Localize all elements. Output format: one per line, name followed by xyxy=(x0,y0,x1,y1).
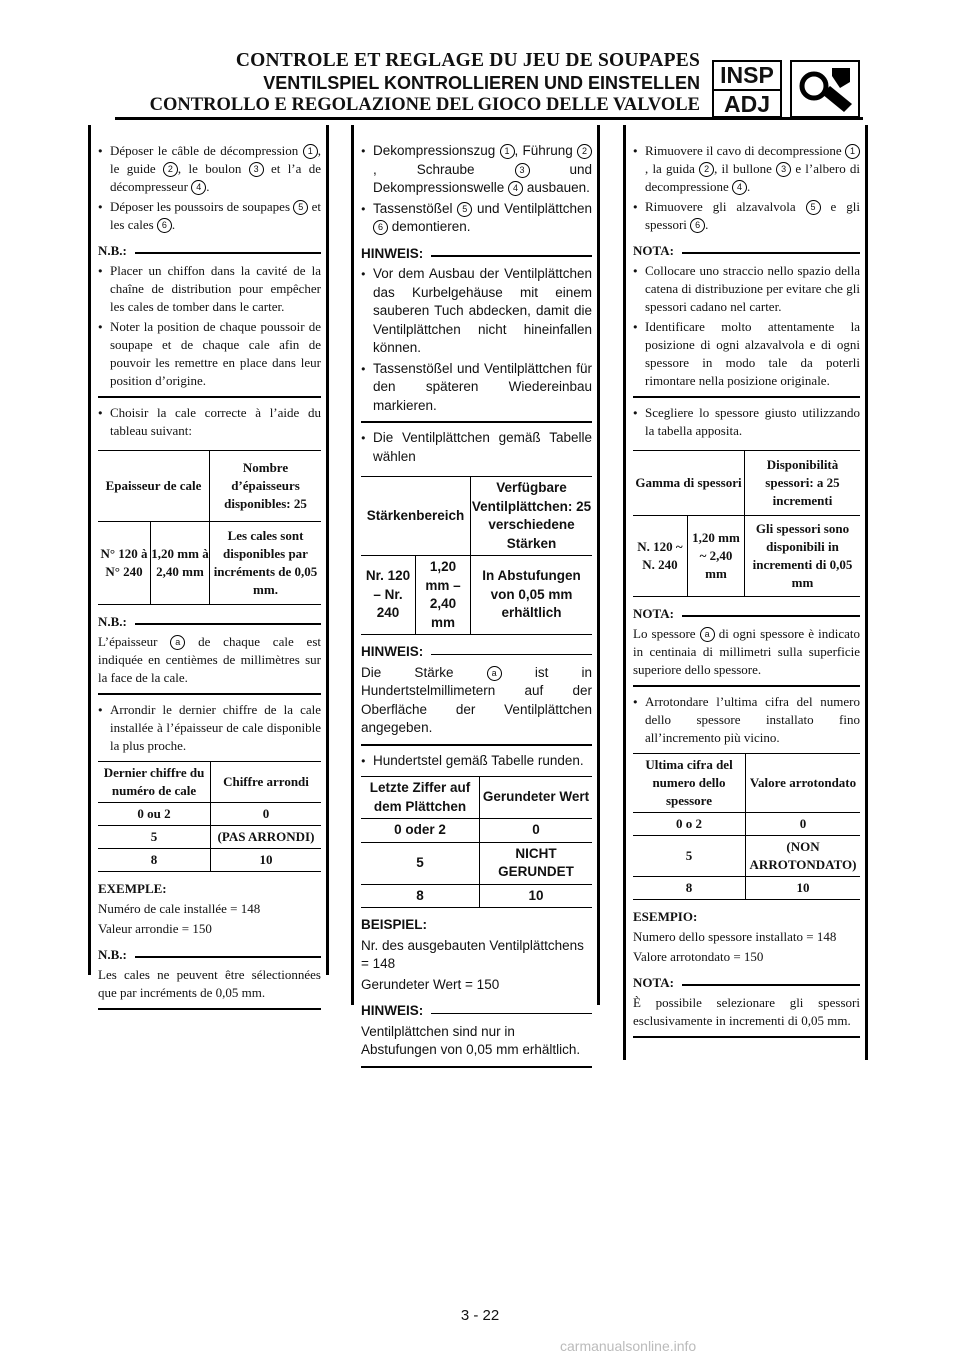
de-note-label: HINWEIS: xyxy=(361,245,592,264)
column-de: ● Dekompressionszug 1 , Führung 2, Schraube 3 und Dekompressionswelle 4 ausbauen. ● Tassenstößel 5 und Ventilplättchen 6 demontieren. HINWEIS: ● Vor dem Ausbau der Ventilplättchen das Kurbelgehäuse mit einem sauberen Tuch abdecken, damit die Ventilplättchen nicht hineinfallen können. ● Tassenstößel und Ventilplättchen für den späteren Wiedereinbau markieren. ● Die Ventilplättchen gemäß Tabelle wählen Stärkenbereich Verfügbare Ventilplättchen: 25 verschiedene Stärken Nr. 120 – Nr. 240 1,20 mm – 2,40 mm In Abstufungen von 0,05 mm erhältlich HINWEIS: Die Stärke a ist in Hundertstelmillimetern auf der Oberfläche der Ventilplättchen angegeben. ● Hundertstel gemäß Tabelle runden. Letzte Ziffer auf dem Plättchen Gerundeter Wert 0 oder 2 0 5 NICHT GERUNDET 8 10 BEISPIEL: Nr. des ausgebauten Ventilplättchens = 148 Gerundeter Wert = 150 HINWEIS: Ventilplättchen sind nur in Abstufungen von 0,05 mm erhältlich. xyxy=(361,140,592,1074)
it-example-1: Numero dello spessore installato = 148 xyxy=(633,929,837,944)
it-example-2: Valore arrotondato = 150 xyxy=(633,949,764,964)
it-note-4: È possibile selezionare gli spessori esclusivamente in incrementi di 0,05 mm. xyxy=(633,995,860,1028)
header-rule xyxy=(115,117,863,120)
badge-adj: ADJ xyxy=(723,91,770,117)
de-note-2: ● Tassenstößel und Ventilplättchen für den späteren Wiedereinbau markieren. xyxy=(361,360,592,416)
it-note-2: ● Identificare molto attentamente la posizione di ogni alzavalvola e di ogni spessore in modo tale da poterli rimontare nella posizione originale. xyxy=(633,318,860,390)
title-fr: CONTROLE ET REGLAGE DU JEU DE SOUPAPES xyxy=(235,50,700,71)
de-note-1: ● Vor dem Ausbau der Ventilplättchen das Kurbelgehäuse mit einem sauberen Tuch abdecken, damit die Ventilplättchen nicht hineinfallen können. xyxy=(361,265,592,358)
fr-rounding-table: Dernier chiffre du numéro de cale Chiffre arrondi 0 ou 2 0 5 (PAS ARRONDI) 8 10 xyxy=(98,761,321,872)
title-it: CONTROLLO E REGOLAZIONE DEL GIOCO DELLE VALVOLE xyxy=(149,95,700,115)
col-rule-de-left xyxy=(351,125,354,1005)
fr-note-3: L’épaisseur a de chaque cale est indiquée en centièmes de millimètres sur la face de la cale. xyxy=(98,634,321,685)
fr-note-4: Les cales ne peuvent être sélectionnées que par incréments de 0,05 mm. xyxy=(98,967,321,1000)
de-step-3: ● Die Ventilplättchen gemäß Tabelle wählen xyxy=(361,429,592,466)
it-rounding-table: Ultima cifra del numero dello spessore Valore arrotondato 0 o 2 0 5 (NON ARROTONDATO) 8 10 xyxy=(633,753,860,900)
col-rule-it-left xyxy=(623,125,626,1060)
de-step-2: ● Tassenstößel 5 und Ventilplättchen 6 demontieren. xyxy=(361,200,592,237)
wrench-icon xyxy=(790,60,860,118)
title-de: VENTILSPIEL KONTROLLIEREN UND EINSTELLEN xyxy=(263,73,700,93)
de-note-3: Die Stärke a ist in Hundertstelmillimetern auf der Oberfläche der Ventilplättchen angegeben. xyxy=(361,664,593,735)
fr-step-3: ● Choisir la cale correcte à l’aide du tableau suivant: xyxy=(98,404,321,440)
de-rounding-table: Letzte Ziffer auf dem Plättchen Gerundeter Wert 0 oder 2 0 5 NICHT GERUNDET 8 10 xyxy=(361,776,592,908)
column-it: ● Rimuovere il cavo di decompressione 1, la guida 2 , il bullone 3 e l’albero di decompressione 4 . ● Rimuovere gli alzavalvola 5 e gli spessori 6 . NOTA: ● Collocare uno straccio nello spazio della catena di distribuzione per evitare che gli spessori cadano nel carter. ● Identificare molto attentamente la posizione di ogni alzavalvola e di ogni spessore in modo tale da poterli rimontare nella posizione originale. ● Scegliere lo spessore giusto utilizzando la tabella apposita. Gamma di spessori Disponibilità spessori: a 25 incrementi N. 120 ~ N. 240 1,20 mm ~ 2,40 mm Gli spessori sono disponibili in incrementi di 0,05 mm NOTA: Lo spessore a di ogni spessore è indicato in centinaia di millimetri sulla superficie superiore dello spessore. ● Arrotondare l’ultima cifra del numero dello spessore installato fino all’incremento più vicino. Ultima cifra del numero dello spessore Valore arrotondato 0 o 2 0 5 (NON ARROTONDATO) 8 10 ESEMPIO: Numero dello spessore installato = 148 Valore arrotondato = 150 NOTA: È possibile selezionare gli spessori esclusivamente in incrementi di 0,05 mm. xyxy=(633,140,860,1044)
fr-step-1: ● Déposer le câble de décompression 1 , le guide 2 , le boulon 3 et l’a de décompresseur 4 . xyxy=(98,142,321,196)
de-note-4: Ventilplättchen sind nur in Abstufungen von 0,05 mm erhältlich. xyxy=(361,1023,581,1057)
insp-adj-badge xyxy=(712,60,782,118)
it-step-4: ● Arrotondare l’ultima cifra del numero dello spessore installato fino all’incremento più vicino. xyxy=(633,693,860,747)
col-rule-de-right xyxy=(597,125,600,1005)
de-shim-table: Stärkenbereich Verfügbare Ventilplättchen: 25 verschiedene Stärken Nr. 120 – Nr. 240 1,20 mm – 2,40 mm In Abstufungen von 0,05 mm erhältlich xyxy=(361,476,592,635)
fr-step-4: ● Arrondir le dernier chiffre de la cale installée à l’épaisseur de cale disponible la plus proche. xyxy=(98,701,321,755)
column-fr: ● Déposer le câble de décompression 1 , le guide 2 , le boulon 3 et l’a de décompresseur 4 . ● Déposer les poussoirs de soupapes 5 et les cales 6 . N.B.: ● Placer un chiffon dans la cavité de la chaîne de distribution pour empêcher les cales de tomber dans le carter. ● Noter la position de chaque poussoir de soupape et de chaque cale afin de pouvoir les remettre en place dans leur position d’origine. ● Choisir la cale correcte à l’aide du tableau suivant: Epaisseur de cale Nombre d’épaisseurs disponibles: 25 N° 120 à N° 240 1,20 mm à 2,40 mm Les cales sont disponibles par incréments de 0,05 mm. N.B.: L’épaisseur a de chaque cale est indiquée en centièmes de millimètres sur la face de la cale. ● Arrondir le dernier chiffre de la cale installée à l’épaisseur de cale disponible la plus proche. Dernier chiffre du numéro de cale Chiffre arrondi 0 ou 2 0 5 (PAS ARRONDI) 8 10 EXEMPLE: Numéro de cale installée = 148 Valeur arrondie = 150 N.B.: Les cales ne peuvent être sélectionnées que par incréments de 0,05 mm. xyxy=(98,140,321,1016)
fr-note-label: N.B.: xyxy=(98,242,321,260)
it-shim-table: Gamma di spessori Disponibilità spessori: a 25 incrementi N. 120 ~ N. 240 1,20 mm ~ 2,40 mm Gli spessori sono disponibili in incrementi di 0,05 mm xyxy=(633,450,860,597)
fr-note-1: ● Placer un chiffon dans la cavité de la chaîne de distribution pour empêcher les cales de tomber dans le carter. xyxy=(98,262,321,316)
it-step-1: ● Rimuovere il cavo di decompressione 1, la guida 2 , il bullone 3 e l’albero di decompressione 4 . xyxy=(633,142,860,196)
de-example-1: Nr. des ausgebauten Ventilplättchens = 148 xyxy=(361,937,584,971)
de-step-4: ● Hundertstel gemäß Tabelle runden. xyxy=(361,752,592,771)
it-example-label: ESEMPIO: xyxy=(633,909,698,924)
fr-example-2: Valeur arrondie = 150 xyxy=(98,921,212,936)
fr-step-2: ● Déposer les poussoirs de soupapes 5 et les cales 6 . xyxy=(98,198,321,234)
de-example-2: Gerundeter Wert = 150 xyxy=(361,976,500,992)
badge-insp: INSP xyxy=(714,62,780,91)
page-header xyxy=(0,50,700,116)
fr-note-2: ● Noter la position de chaque poussoir de soupape et de chaque cale afin de pouvoir les remettre en place dans leur position d’origine. xyxy=(98,318,321,390)
it-step-2: ● Rimuovere gli alzavalvola 5 e gli spessori 6 . xyxy=(633,198,860,234)
col-rule-it-right xyxy=(865,125,868,1060)
watermark: carmanualsonline.info xyxy=(560,1338,697,1354)
it-step-3: ● Scegliere lo spessore giusto utilizzando la tabella apposita. xyxy=(633,404,860,440)
it-note-1: ● Collocare uno straccio nello spazio della catena di distribuzione per evitare che gli spessori cadano nel carter. xyxy=(633,262,860,316)
fr-example-label: EXEMPLE: xyxy=(98,881,167,896)
it-note-label: NOTA: xyxy=(633,242,860,260)
it-note-3: Lo spessore a di ogni spessore è indicato in centinaia di millimetri sulla superficie superiore dello spessore. xyxy=(633,626,860,677)
page-number: 3 - 22 xyxy=(460,1307,500,1324)
de-example-label: BEISPIEL: xyxy=(361,917,428,932)
de-step-1: ● Dekompressionszug 1 , Führung 2, Schraube 3 und Dekompressionswelle 4 ausbauen. xyxy=(361,142,592,198)
col-rule-fr-right xyxy=(326,125,329,975)
fr-example-1: Numéro de cale installée = 148 xyxy=(98,901,261,916)
col-rule-fr-left xyxy=(88,125,91,975)
fr-shim-table: Epaisseur de cale Nombre d’épaisseurs disponibles: 25 N° 120 à N° 240 1,20 mm à 2,40 mm Les cales sont disponibles par incréments de 0,05 mm. xyxy=(98,450,321,605)
